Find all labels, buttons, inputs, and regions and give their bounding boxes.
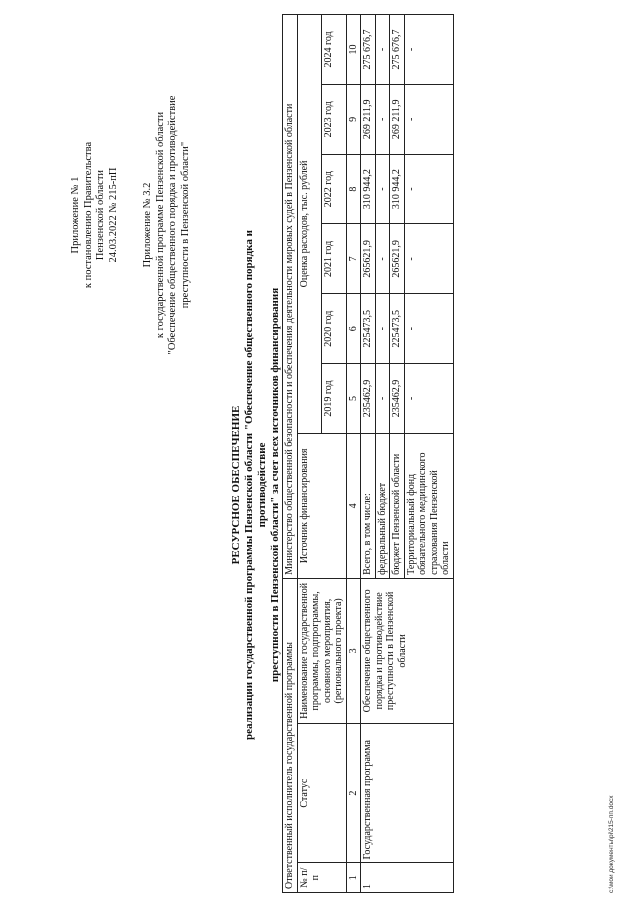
value-cell: - — [404, 15, 453, 85]
value-cell: 269 211,9 — [390, 84, 405, 154]
value-cell: 269 211,9 — [361, 84, 376, 154]
year-cell: 2019 год — [322, 364, 347, 434]
file-path-footer: c:\мои документы\pi\215-пп.docx — [608, 795, 615, 893]
appendix-line: Приложение № 1 — [70, 176, 81, 254]
value-cell: 235462,9 — [361, 364, 376, 434]
appendix2-line: "Обеспечение общественного порядка и противодействие — [167, 95, 178, 355]
value-cell: - — [375, 294, 390, 364]
row-status: Государственная программа — [361, 723, 454, 863]
value-cell: 225473,5 — [390, 294, 405, 364]
year-cell: 2020 год — [322, 294, 347, 364]
value-cell: - — [404, 364, 453, 434]
value-cell: 235462,9 — [390, 364, 405, 434]
colnum-cell: 6 — [346, 294, 361, 364]
value-cell: - — [404, 294, 453, 364]
appendix2-line: к государственной программе Пензенской области — [154, 111, 166, 339]
responsible-value: Министерство общественной безопасности и обеспечения деятельности мировых судей в Пензенской области — [283, 15, 298, 579]
value-cell: - — [375, 84, 390, 154]
value-cell: - — [375, 224, 390, 294]
colnum-cell: 3 — [346, 578, 361, 723]
value-cell: 310 944,2 — [361, 154, 376, 224]
year-cell: 2024 год — [322, 15, 347, 85]
row-number: 1 — [361, 863, 454, 893]
value-cell: 275 676,7 — [361, 15, 376, 85]
year-cell: 2021 год — [322, 224, 347, 294]
value-cell: 275 676,7 — [390, 15, 405, 85]
year-cell: 2023 год — [322, 84, 347, 154]
appendix2-line: Приложение № 3.2 — [142, 182, 153, 268]
title-line: реализации государственной программы Пензенской области "Обеспечение общественного порядка и противодействие — [243, 230, 268, 740]
value-cell: 265621,9 — [361, 224, 376, 294]
source-label: бюджет Пензенской области — [390, 433, 405, 578]
source-label: Территориальный фонд обязательного медицинского страхования Пензенской области — [404, 433, 453, 578]
appendix-line: к постановлению Правительства — [82, 141, 94, 289]
value-cell: - — [375, 364, 390, 434]
colnum-cell: 4 — [346, 433, 361, 578]
title-line: преступности в Пензенской области" за счет всех источников финансирования — [269, 287, 281, 683]
responsible-row — [283, 15, 298, 893]
header-name: Наименование государственной программы, подпрограммы, основного мероприятия, (регионального проекта) — [297, 578, 346, 723]
column-number-row — [346, 15, 361, 893]
value-cell: 310 944,2 — [390, 154, 405, 224]
appendix2-block — [142, 90, 192, 360]
title-line: РЕСУРСНОЕ ОБЕСПЕЧЕНИЕ — [230, 405, 242, 565]
appendix-block — [70, 95, 120, 335]
header-row — [297, 15, 322, 893]
value-cell: - — [375, 15, 390, 85]
appendix-line: Пензенской области — [95, 169, 106, 261]
row-program-name: Обеспечение общественного порядка и противодействие преступности в Пензенской области — [361, 578, 454, 723]
responsible-label: Ответственный исполнитель государственной программы — [283, 578, 298, 892]
header-no: № п/п — [297, 863, 346, 893]
table-row — [361, 15, 376, 893]
value-cell: - — [404, 154, 453, 224]
appendix-line: 24.03.2022 № 215-пП — [107, 167, 119, 263]
header-status: Статус — [297, 723, 346, 863]
resource-table — [282, 14, 454, 893]
value-cell: - — [404, 84, 453, 154]
colnum-cell: 1 — [346, 863, 361, 893]
colnum-cell: 5 — [346, 364, 361, 434]
appendix2-line: преступности в Пензенской области" — [179, 141, 191, 309]
value-cell: - — [404, 224, 453, 294]
source-label: Всего, в том числе: — [361, 433, 376, 578]
colnum-cell: 2 — [346, 723, 361, 863]
value-cell: - — [375, 154, 390, 224]
colnum-cell: 7 — [346, 224, 361, 294]
source-label: федеральный бюджет — [375, 433, 390, 578]
header-source: Источник финансирования — [297, 433, 346, 578]
year-cell: 2022 год — [322, 154, 347, 224]
colnum-cell: 9 — [346, 84, 361, 154]
colnum-cell: 8 — [346, 154, 361, 224]
value-cell: 265621,9 — [390, 224, 405, 294]
header-estimate: Оценка расходов, тыс. рублей — [297, 15, 322, 434]
colnum-cell: 10 — [346, 15, 361, 85]
value-cell: 225473,5 — [361, 294, 376, 364]
document-title — [230, 225, 282, 745]
